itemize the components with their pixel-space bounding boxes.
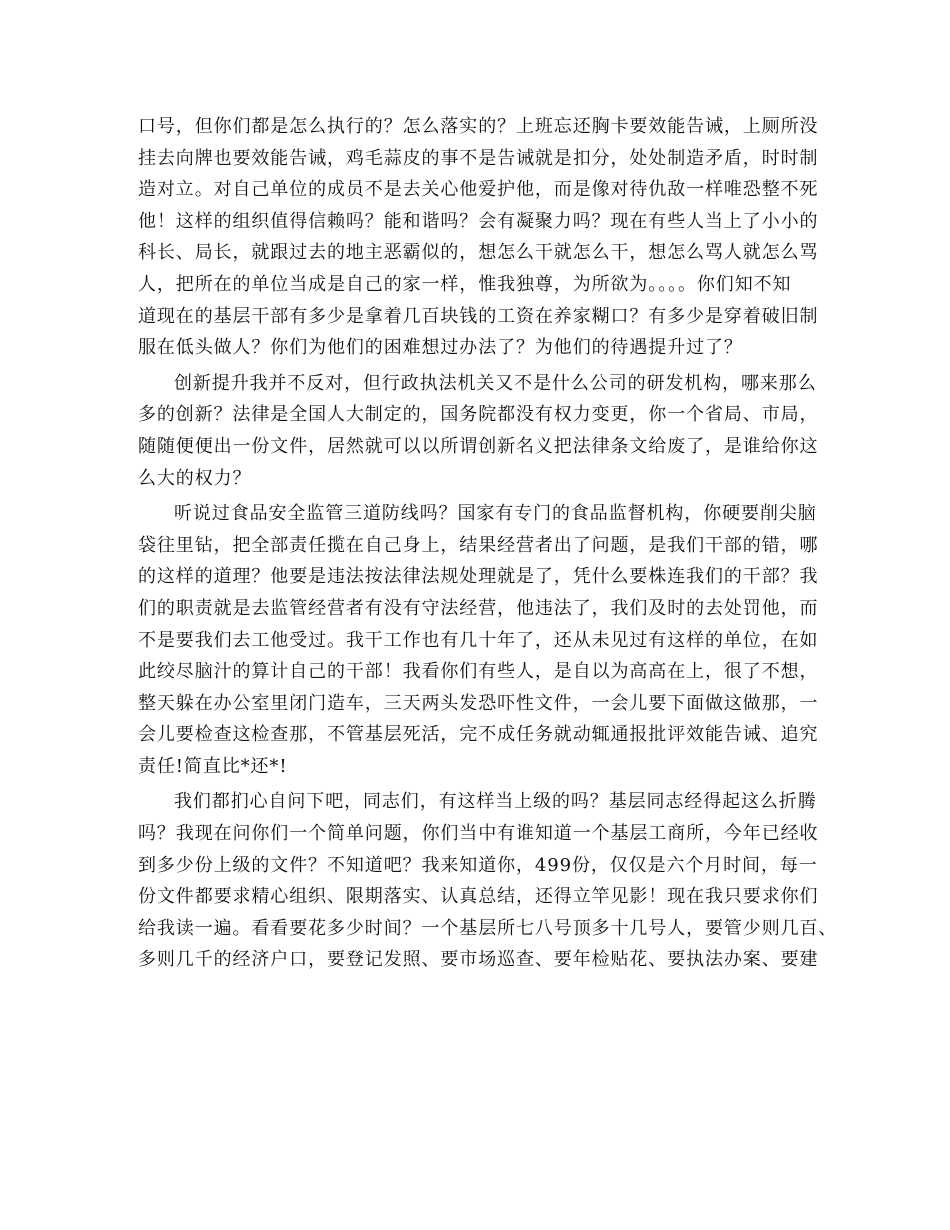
text-line: 给我读一遍。看看要花多少时间？一个基层所七八号顶多十几号人，要管少则几百、	[138, 917, 838, 939]
text-line: 不是要我们去工他受过。我干工作也有几十年了，还从未见过有这样的单位，在如	[138, 629, 819, 651]
text-line: 道现在的基层干部有多少是拿着几百块钱的工资在养家糊口？有多少是穿着破旧制	[138, 305, 819, 327]
text-line: 科长、局长，就跟过去的地主恶霸似的，想怎么干就怎么干，想怎么骂人就怎么骂	[138, 242, 819, 264]
text-line: 会儿要检查这检查那，不管基层死活，完不成任务就动辄通报批评效能告诫、追究	[138, 724, 819, 746]
text-line: 他！这样的组织值得信赖吗？能和谐吗？会有凝聚力吗？现在有些人当上了小小的	[138, 210, 819, 232]
text-line: 我们都扪心自问下吧，同志们，有这样当上级的吗？基层同志经得起这么折腾	[174, 791, 817, 813]
paragraph-2	[138, 368, 824, 494]
text-line: 整天躲在办公室里闭门造车，三天两头发恐吓性文件，一会儿要下面做这做那，一	[138, 692, 819, 714]
text-line: 份文件都要求精心组织、限期落实、认真总结，还得立竿见影！现在我只要求你们	[138, 886, 819, 908]
text-line: 到多少份上级的文件？不知道吧？我来知道你，499份，仅仅是六个月时间，每一	[138, 854, 818, 876]
text-line: 随随便便出一份文件，居然就可以以所谓创新名义把法律条文给废了，是谁给你这	[138, 435, 819, 457]
text-line: 多的创新？法律是全国人大制定的，国务院都没有权力变更，你一个省局、市局，	[138, 404, 819, 426]
paragraph-3	[138, 498, 824, 782]
text-line: 挂去向牌也要效能告诫，鸡毛蒜皮的事不是告诫就是扣分，处处制造矛盾，时时制	[138, 147, 819, 169]
text-line: 多则几千的经济户口，要登记发照、要市场巡查、要年检贴花、要执法办案、要建	[138, 949, 819, 971]
text-line: 服在低头做人？你们为他们的困难想过办法了？为他们的待遇提升过了？	[138, 337, 743, 359]
text-line: 听说过食品安全监管三道防线吗？国家有专门的食品监督机构，你硬要削尖脑	[174, 503, 817, 525]
document-body	[138, 111, 838, 976]
text-line: 的这样的道理？他要是违法按法律法规处理就是了，凭什么要株连我们的干部？我	[138, 566, 819, 588]
text-line: 们的职责就是去监管经营者有没有守法经营，他违法了，我们及时的去处罚他，而	[138, 597, 819, 619]
paragraph-1	[138, 111, 824, 364]
text-line: 人，把所在的单位当成是自己的家一样，惟我独尊，为所欲为。。。。你们知不知	[138, 273, 792, 295]
text-line: 么大的权力？	[138, 467, 252, 489]
text-line: 此绞尽脑汁的算计自己的干部！我看你们有些人，是自以为高高在上，很了不想，	[138, 661, 819, 683]
text-line: 吗？我现在问你们一个简单问题，你们当中有谁知道一个基层工商所，今年已经收	[138, 823, 819, 845]
text-line: 创新提升我并不反对，但行政执法机关又不是什么公司的研发机构，哪来那么	[174, 372, 817, 394]
paragraph-4	[138, 786, 838, 976]
text-line: 袋往里钻，把全部责任揽在自己身上，结果经营者出了问题，是我们干部的错，哪	[138, 534, 819, 556]
text-line: 口号，但你们都是怎么执行的？怎么落实的？上班忘还胸卡要效能告诫，上厕所没	[138, 116, 819, 137]
text-line: 造对立。对自己单位的成员不是去关心他爱护他，而是像对待仇敌一样唯恐整不死	[138, 179, 819, 201]
text-line: 责任!简直比*还*!	[138, 755, 288, 777]
